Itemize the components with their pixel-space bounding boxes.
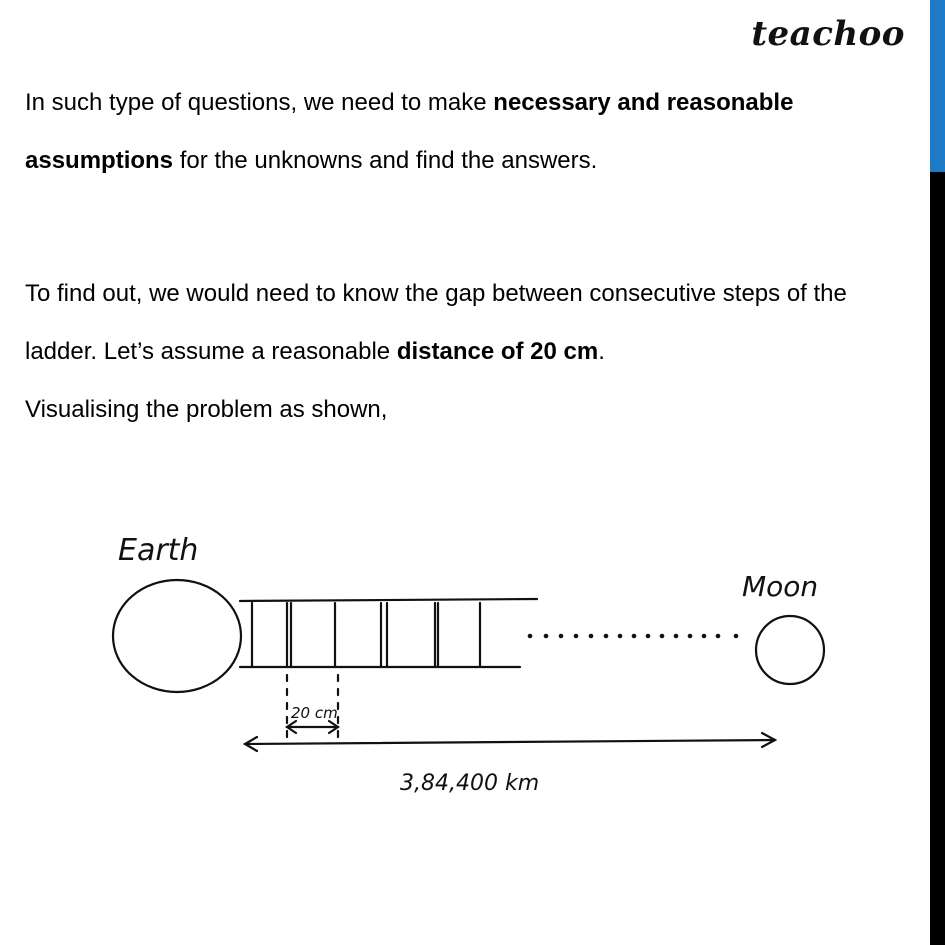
distance-arrow (245, 740, 775, 744)
assumption-text-1: To find out, we would need to know the gap between consecutive steps of the ladder. Let’s assume a reasonable (25, 280, 847, 365)
sidebar-accent (930, 0, 945, 172)
assumption-text-2: . (598, 338, 605, 365)
earth-moon-ladder-diagram (0, 500, 920, 820)
assumption-bold-distance: distance of 20 cm (396, 338, 599, 365)
teachoo-logo: teachoo (751, 14, 905, 54)
intro-paragraph (25, 74, 905, 190)
visualising-text: Visualising the problem as shown, (25, 396, 388, 423)
earth-label: Earth (118, 533, 199, 568)
distance-label: 3,84,400 km (400, 771, 540, 796)
moon-label: Moon (742, 570, 819, 603)
step-gap-label: 20 cm (291, 704, 338, 722)
earth-circle (113, 580, 241, 692)
moon-circle (756, 616, 824, 684)
intro-text-1: In such type of questions, we need to make (25, 89, 494, 116)
assumption-paragraph (25, 265, 905, 439)
ladder-top-rail (240, 599, 537, 601)
ladder-dots (528, 634, 739, 639)
intro-text-2: for the unknowns and find the answers. (173, 147, 598, 174)
right-sidebar (930, 0, 945, 945)
ladder-rungs (252, 603, 480, 666)
intro-bold-assumptions: necessary and reasonable assumptions (25, 89, 794, 174)
